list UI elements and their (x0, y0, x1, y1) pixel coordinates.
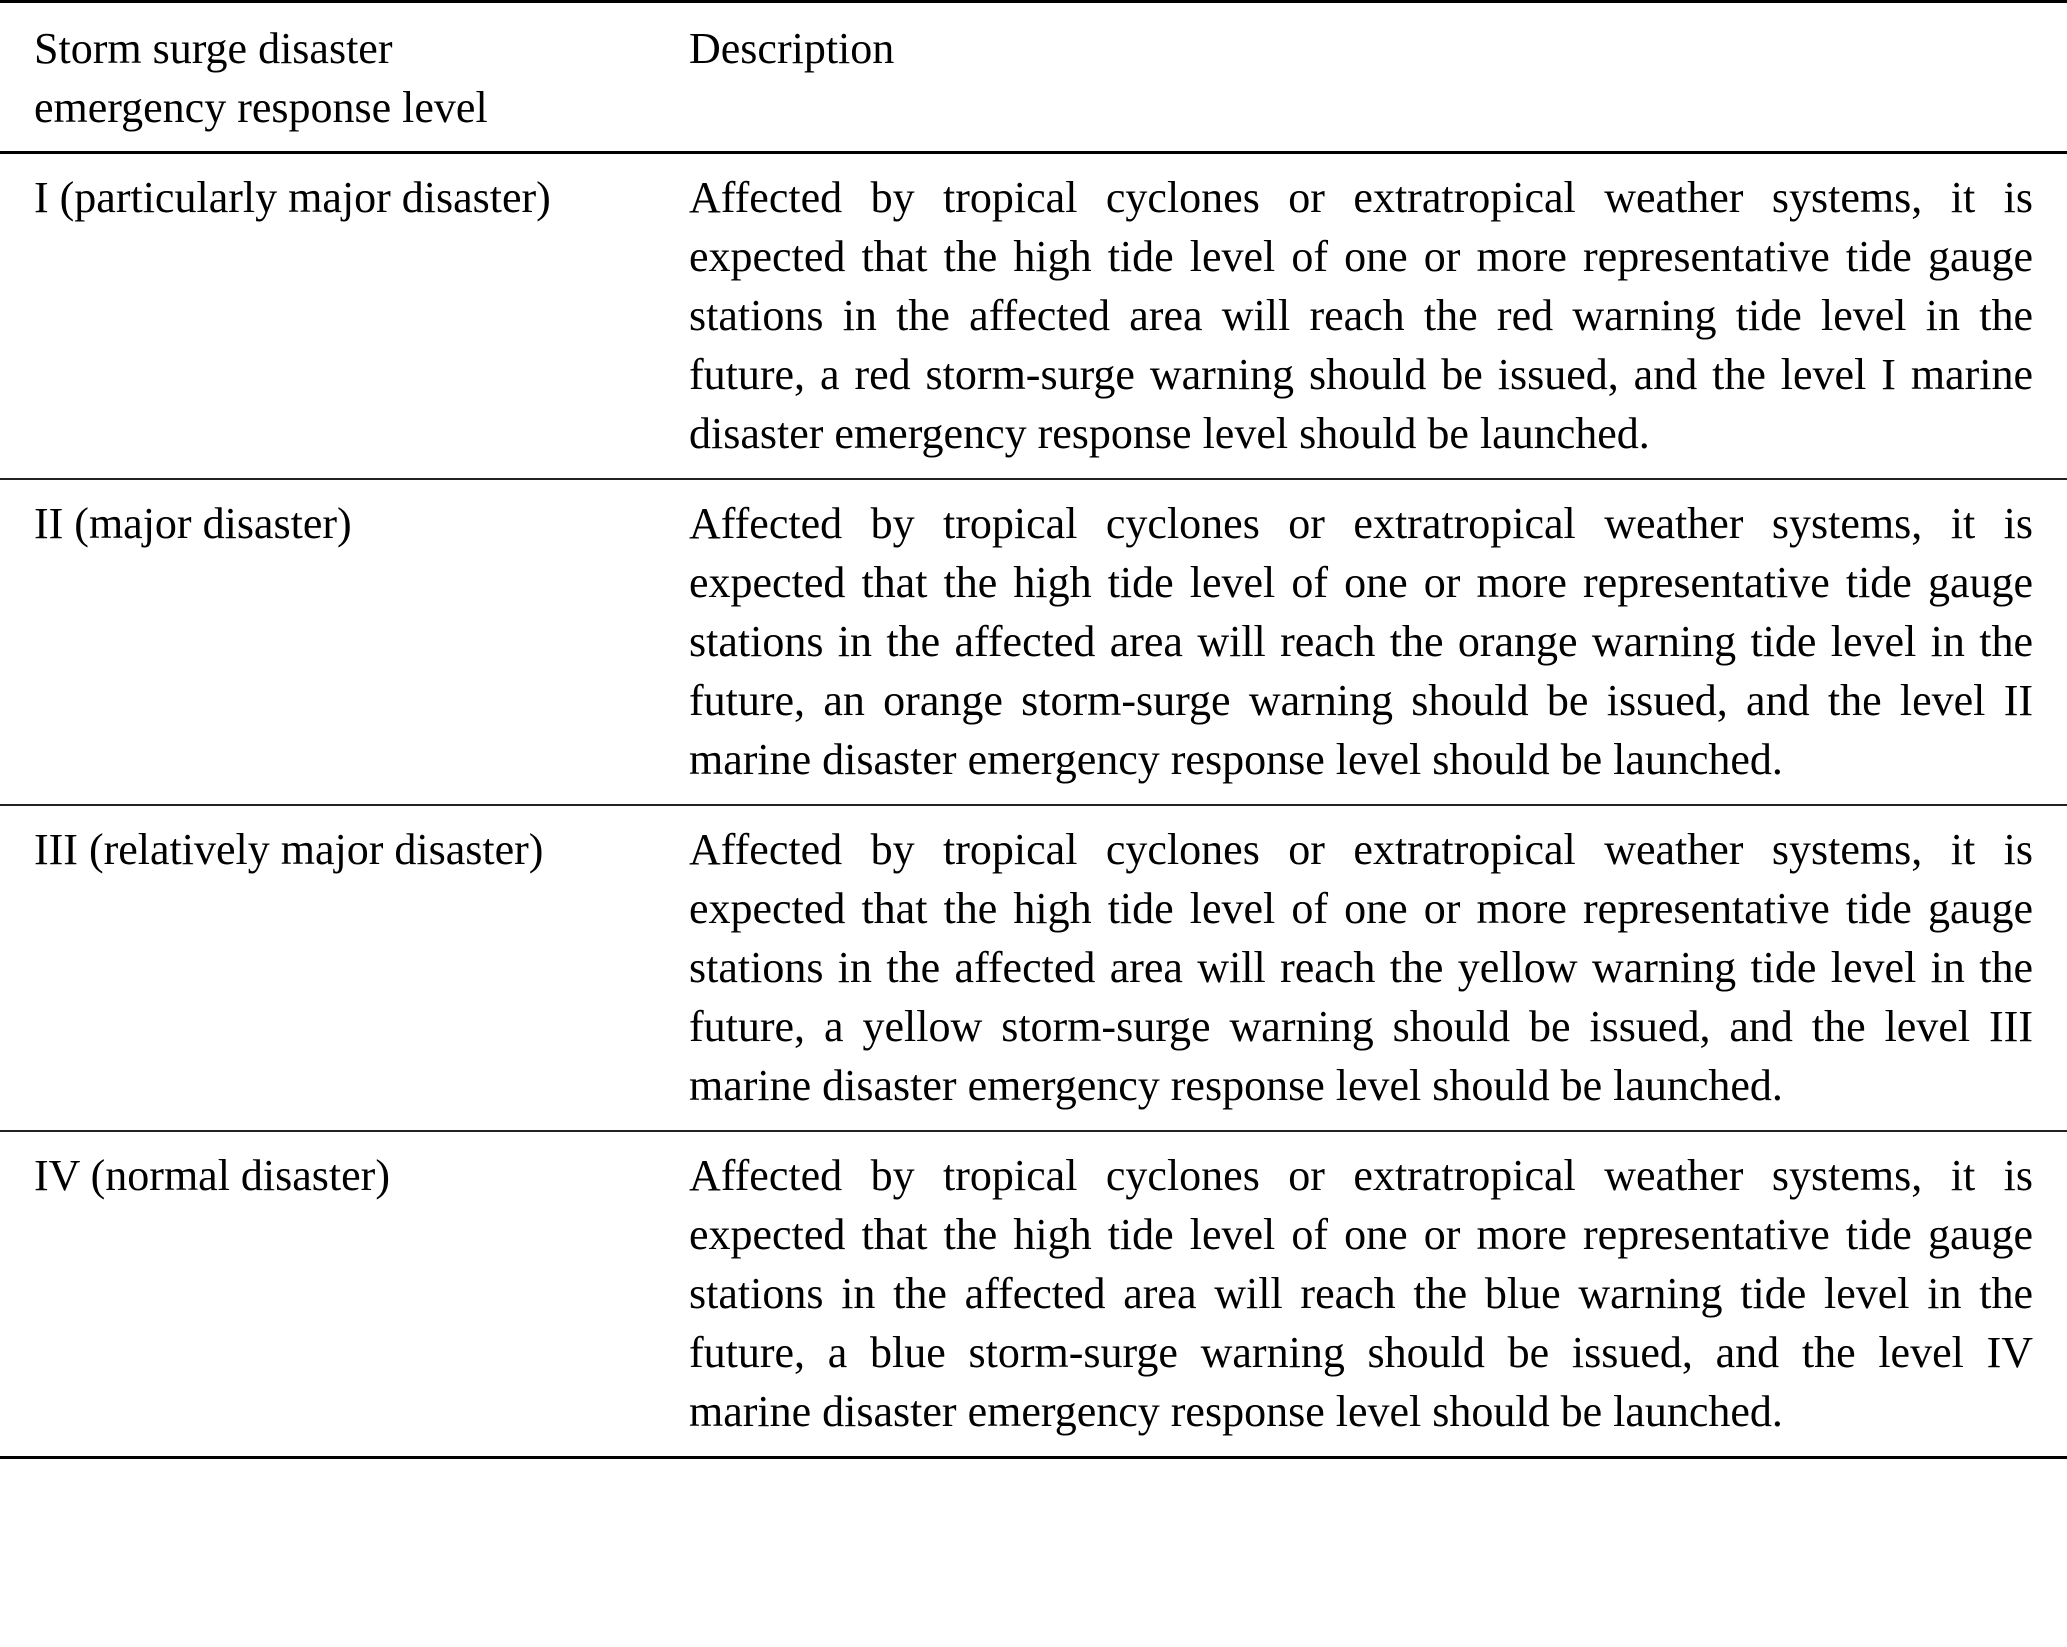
description-cell: Affected by tropical cyclones or extratropical weather systems, it is expected that the high tide level of one or more representative tide gauge stations in the affected area will reach the blue warning tide level in the future, a blue storm-surge warning should be issued, and the level IV marine disaster emergency response level should be launched. (689, 1151, 2033, 1436)
description-cell: Affected by tropical cyclones or extratropical weather systems, it is expected that the high tide level of one or more representative tide gauge stations in the affected area will reach the red warning tide level in the future, a red storm-surge warning should be issued, and the level I marine disaster emergency response level should be launched. (689, 173, 2033, 458)
table-row (0, 805, 2067, 1131)
header-level-line2: emergency response level (34, 83, 488, 132)
table-row (0, 479, 2067, 805)
header-row (0, 2, 2067, 153)
table-row (0, 1131, 2067, 1458)
level-cell: III (relatively major disaster) (34, 825, 544, 874)
description-cell: Affected by tropical cyclones or extratropical weather systems, it is expected that the high tide level of one or more representative tide gauge stations in the affected area will reach the orange warning tide level in the future, an orange storm-surge warning should be issued, and the level II marine disaster emergency response level should be launched. (689, 499, 2033, 784)
header-level (0, 2, 689, 153)
header-level-line1: Storm surge disaster (34, 24, 393, 73)
table-row (0, 153, 2067, 480)
header-description: Description (689, 24, 895, 73)
level-cell: I (particularly major disaster) (34, 173, 551, 222)
level-cell: II (major disaster) (34, 499, 352, 548)
table-header (0, 2, 2067, 153)
description-cell: Affected by tropical cyclones or extratropical weather systems, it is expected that the high tide level of one or more representative tide gauge stations in the affected area will reach the yellow warning tide level in the future, a yellow storm-surge warning should be issued, and the level III marine disaster emergency response level should be launched. (689, 825, 2033, 1110)
level-cell: IV (normal disaster) (34, 1151, 390, 1200)
table-body (0, 153, 2067, 1458)
